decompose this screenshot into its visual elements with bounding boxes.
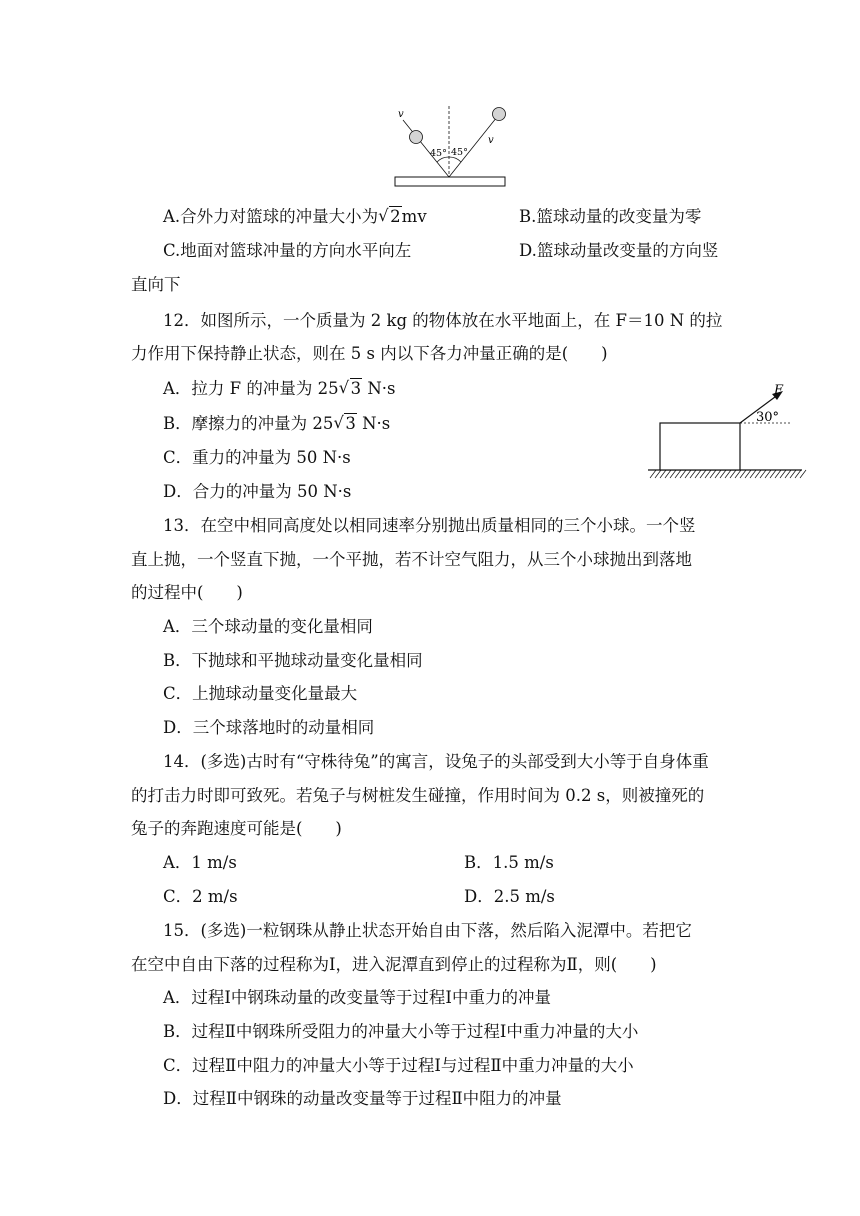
q15-stem-line-2: 在空中自由下落的过程称为Ⅰ，进入泥潭直到停止的过程称为Ⅱ，则( ) (131, 955, 657, 974)
q15-option-d: D．过程Ⅱ中钢珠的动量改变量等于过程Ⅱ中阻力的冲量 (163, 1089, 562, 1108)
hatch-stroke (700, 470, 706, 478)
q11-option-a-radicand: 2 (390, 207, 401, 226)
q14-stem-line-2: 的打击力时即可致死。若兔子与树桩发生碰撞，作用时间为 0.2 s，则被撞死的 (131, 786, 705, 805)
hatch-stroke (730, 470, 736, 478)
angle-label-left: 45° (430, 148, 447, 159)
hatch-stroke (705, 470, 711, 478)
q14-option-d: D．2.5 m/s (464, 887, 555, 906)
hatch-stroke (760, 470, 766, 478)
basketball-bounce-figure (385, 100, 515, 192)
hatch-stroke (665, 470, 671, 478)
hatch-stroke (775, 470, 781, 478)
hatch-stroke (790, 470, 796, 478)
q11-option-a-prefix: A.合外力对篮球的冲量大小为 (163, 207, 379, 226)
q13-stem-line-2: 直上抛，一个竖直下抛，一个平抛，若不计空气阻力，从三个小球抛出到落地 (131, 550, 692, 569)
hatch-stroke (685, 470, 691, 478)
hatch-stroke (690, 470, 696, 478)
q14-option-b: B．1.5 m/s (464, 853, 554, 872)
hatch-stroke (750, 470, 756, 478)
q12-option-a (163, 378, 396, 400)
q12-option-d: D．合力的冲量为 50 N·s (163, 482, 352, 501)
sqrt-symbol (378, 206, 402, 228)
q11-option-b: B.篮球动量的改变量为零 (519, 207, 702, 226)
q13-option-b: B．下抛球和平抛球动量变化量相同 (163, 651, 423, 670)
hatch-stroke (675, 470, 681, 478)
q12-option-c: C．重力的冲量为 50 N·s (163, 448, 351, 467)
hatch-stroke (650, 470, 656, 478)
q15-option-c: C．过程Ⅱ中阻力的冲量大小等于过程Ⅰ与过程Ⅱ中重力冲量的大小 (163, 1056, 634, 1075)
q12-stem-line-1: 12．如图所示，一个质量为 2 kg 的物体放在水平地面上，在 F＝10 N 的拉 (163, 311, 723, 330)
hatch-stroke (680, 470, 686, 478)
block-force-figure (640, 380, 810, 484)
q12-stem-line-2: 力作用下保持静止状态，则在 5 s 内以下各力冲量正确的是( ) (131, 344, 608, 363)
q11-option-a (163, 206, 427, 228)
hatch-stroke (785, 470, 791, 478)
hatch-stroke (660, 470, 666, 478)
hatch-stroke (740, 470, 746, 478)
q13-stem-line-1: 13．在空中相同高度处以相同速率分别抛出质量相同的三个小球。一个竖 (163, 516, 696, 535)
block (660, 423, 740, 470)
q12-option-a-prefix: A．拉力 F 的冲量为 25 (163, 379, 339, 398)
q11-option-c: C.地面对篮球冲量的方向水平向左 (163, 241, 412, 260)
q14-stem-line-1: 14．(多选)古时有“守株待兔”的寓言，设兔子的头部受到大小等于自身体重 (163, 752, 709, 771)
velocity-label-right: v (488, 135, 494, 146)
q12-option-a-radicand: 3 (350, 379, 362, 398)
ball-outgoing (493, 108, 506, 121)
hatch-stroke (715, 470, 721, 478)
force-label: F (774, 383, 784, 398)
hatch-stroke (710, 470, 716, 478)
hatch-stroke (795, 470, 801, 478)
hatch-stroke (695, 470, 701, 478)
q12-option-b (163, 413, 390, 435)
q14-stem-line-3: 兔子的奔跑速度可能是( ) (131, 819, 342, 838)
hatch-stroke (800, 470, 806, 478)
q14-option-c: C．2 m/s (163, 887, 238, 906)
hatch-stroke (720, 470, 726, 478)
hatch-stroke (735, 470, 741, 478)
hatch-stroke (655, 470, 661, 478)
velocity-label-left: v (398, 109, 404, 120)
q11-option-a-suffix: mv (401, 207, 427, 226)
q15-stem-line-1: 15．(多选)一粒钢珠从静止状态开始自由下落，然后陷入泥潭中。若把它 (163, 921, 692, 940)
sqrt-symbol (333, 413, 357, 435)
hatch-stroke (765, 470, 771, 478)
angle-label-right: 45° (451, 147, 468, 158)
q14-option-a: A．1 m/s (163, 853, 237, 872)
hatch-stroke (780, 470, 786, 478)
angle-label: 30° (756, 410, 780, 425)
q11-option-d: D.篮球动量改变量的方向竖 (519, 241, 719, 260)
q12-option-a-suffix: N·s (362, 379, 396, 398)
q12-option-b-radicand: 3 (345, 414, 356, 433)
q13-option-a: A．三个球动量的变化量相同 (163, 617, 373, 636)
hatch-stroke (755, 470, 761, 478)
sqrt-symbol (339, 378, 363, 400)
q11-option-d-continued: 直向下 (131, 275, 181, 294)
q12-option-b-suffix: N·s (356, 414, 391, 433)
hatch-stroke (670, 470, 676, 478)
floor-plate (395, 177, 505, 186)
ground-hatching (650, 470, 806, 478)
q13-option-c: C．上抛球动量变化量最大 (163, 684, 358, 703)
hatch-stroke (745, 470, 751, 478)
q13-stem-line-3: 的过程中( ) (131, 583, 243, 602)
hatch-stroke (725, 470, 731, 478)
q15-option-a: A．过程Ⅰ中钢珠动量的改变量等于过程Ⅰ中重力的冲量 (163, 988, 551, 1007)
q15-option-b: B．过程Ⅱ中钢珠所受阻力的冲量大小等于过程Ⅰ中重力冲量的大小 (163, 1022, 639, 1041)
q13-option-d: D．三个球落地时的动量相同 (163, 718, 375, 737)
hatch-stroke (770, 470, 776, 478)
q12-option-b-prefix: B．摩擦力的冲量为 25 (163, 414, 334, 433)
ball-incoming (410, 131, 423, 144)
